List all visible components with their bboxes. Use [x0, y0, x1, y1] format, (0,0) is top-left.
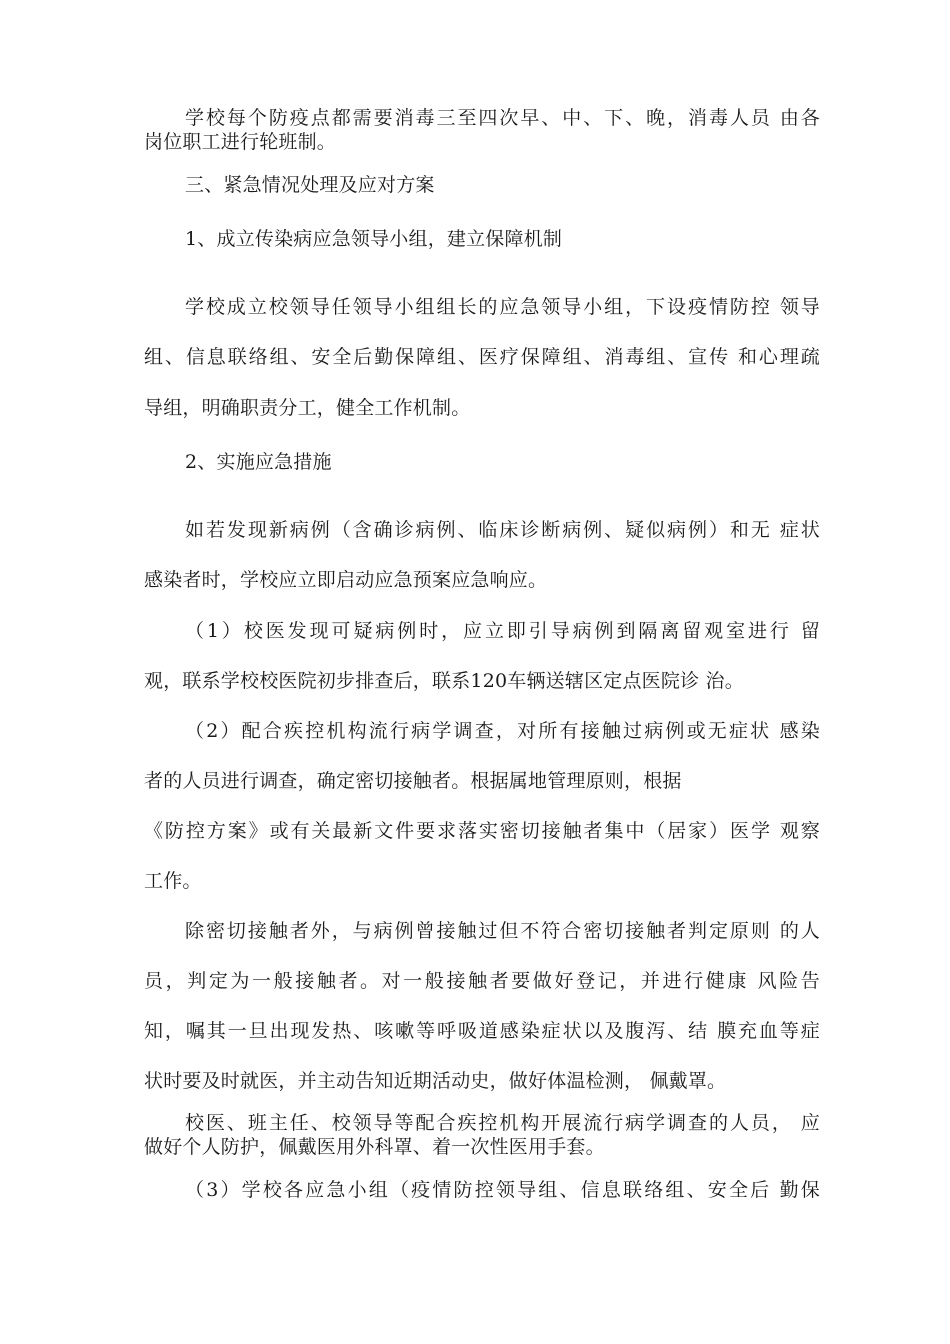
paragraph-line: 观，联系学校校医院初步排查后，联系120车辆送辖区定点医院诊 治。: [144, 670, 744, 692]
paragraph-line: 员，判定为一般接触者。对一般接触者要做好登记，并进行健康 风险告: [144, 970, 820, 992]
section-heading: 三、紧急情况处理及应对方案: [185, 174, 435, 196]
paragraph-line: 校医、班主任、校领导等配合疾控机构开展流行病学调查的人员， 应: [185, 1112, 820, 1134]
paragraph-line: 者的人员进行调查，确定密切接触者。根据属地管理原则，根据: [144, 770, 682, 792]
paragraph-line: （2）配合疾控机构流行病学调查，对所有接触过病例或无症状 感染: [185, 720, 820, 742]
paragraph-line: 导组，明确职责分工，健全工作机制。: [144, 397, 471, 419]
paragraph-line: 组、信息联络组、安全后勤保障组、医疗保障组、消毒组、宣传 和心理疏: [144, 346, 820, 368]
subsection-heading: 2、实施应急措施: [185, 451, 332, 473]
paragraph-line: 做好个人防护，佩戴医用外科罩、着一次性医用手套。: [144, 1136, 605, 1158]
paragraph-line: 《防控方案》或有关最新文件要求落实密切接触者集中（居家）医学 观察: [144, 820, 820, 842]
paragraph-line: （3）学校各应急小组（疫情防控领导组、信息联络组、安全后 勤保: [185, 1179, 820, 1201]
subsection-heading: 1、成立传染病应急领导小组，建立保障机制: [185, 228, 563, 250]
paragraph-line: 如若发现新病例（含确诊病例、临床诊断病例、疑似病例）和无 症状: [185, 519, 820, 541]
paragraph-line: 学校每个防疫点都需要消毒三至四次早、中、下、晚，消毒人员 由各: [185, 107, 820, 129]
paragraph-line: 状时要及时就医，并主动告知近期活动史，做好体温检测， 佩戴罩。: [144, 1070, 727, 1092]
paragraph-line: 除密切接触者外，与病例曾接触过但不符合密切接触者判定原则 的人: [185, 920, 820, 942]
paragraph-line: 感染者时，学校应立即启动应急预案应急响应。: [144, 569, 548, 591]
paragraph-line: （1）校医发现可疑病例时，应立即引导病例到隔离留观室进行 留: [185, 620, 820, 642]
paragraph-line: 学校成立校领导任领导小组组长的应急领导小组，下设疫情防控 领导: [185, 296, 820, 318]
paragraph-line: 知，嘱其一旦出现发热、咳嗽等呼吸道感染症状以及腹泻、结 膜充血等症: [144, 1020, 820, 1042]
paragraph-line: 工作。: [144, 870, 202, 892]
paragraph-line: 岗位职工进行轮班制。: [144, 131, 337, 153]
